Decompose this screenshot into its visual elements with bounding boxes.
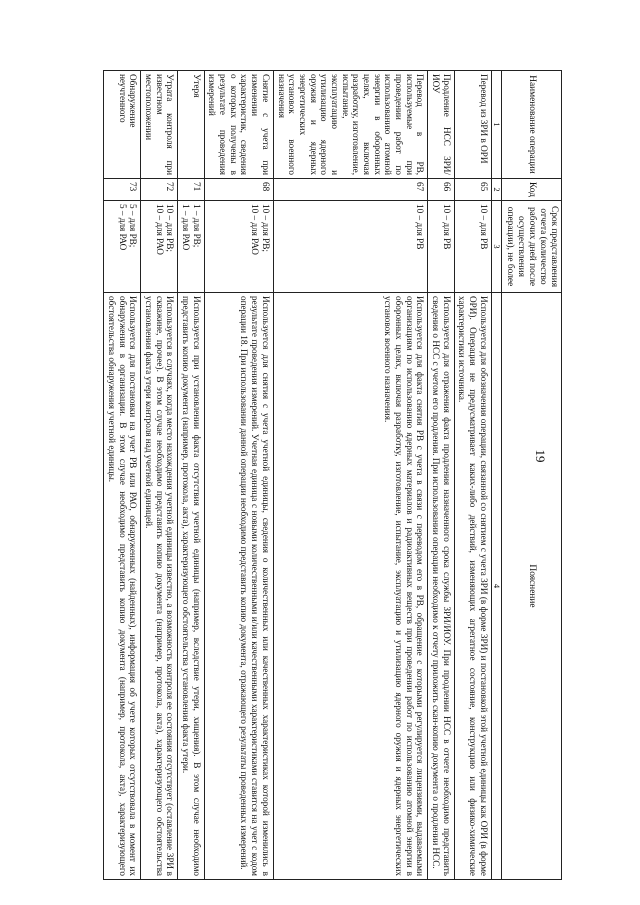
operation-explanation: Используется в случаях, когда место нахождения учетной единицы известно, а возможность контроля ее состояния отсутствует (оставление ЗРИ в скважине, прочее). В этом случае необходимо представить копию документа (например, протокола, акта), характеризующего обстоятельства установления факта утери контроля над учетной единицей. bbox=[141, 293, 178, 880]
report-deadline: 10 – для РВ bbox=[273, 201, 427, 293]
rotated-sheet bbox=[72, 70, 562, 880]
report-deadline: 10 – для РВ bbox=[454, 201, 491, 293]
header-code: Код bbox=[502, 179, 562, 201]
operation-explanation: Используется для факта снятия РВ с учета в связи с переводом его в РВ, обращение с которыми регулируется лицензиями, выдаваемыми организациям по использованию ядерных материалов и радиоактивных веществ при проведении работ по использованию атомной энергии в оборонных целях, включая разработку, изготовление, испытание, эксплуатацию и утилизацию ядерного оружия и ядерных энергетических установок военного назначения. bbox=[273, 293, 427, 880]
report-deadline: 10 – для РВ bbox=[428, 201, 454, 293]
column-number: 2 bbox=[491, 179, 502, 201]
operation-code: 67 bbox=[273, 179, 427, 201]
operation-explanation: Используется для постановки на учет РВ или РАО, обнаруженных (найденных), информация об учете которых отсутствовала в момент их обнаружения в организации. В этом случае необходимо представить копию документа (например, протокола, акта), характеризующего обстоятельства обнаружения учетной единицы. bbox=[104, 293, 141, 880]
column-number: 1 bbox=[491, 71, 502, 179]
table-row bbox=[428, 71, 454, 880]
table-row bbox=[104, 71, 141, 880]
operation-name: Перевод из ЗРИ в ОРИ bbox=[454, 71, 491, 179]
report-deadline: 10 – для РВ; 10 – для РАО bbox=[141, 201, 178, 293]
table-row bbox=[454, 71, 491, 880]
operation-code: 73 bbox=[104, 179, 141, 201]
header-deadline: Срок представления отчета (количество рабочих дней после осуществления операции), не более bbox=[502, 201, 562, 293]
operation-name: Утрата контроля при известном местоположении bbox=[141, 71, 178, 179]
report-deadline: 1 – для РВ; 1 – для РАО bbox=[178, 201, 204, 293]
operation-explanation: Используется для отражения факта продления назначенного срока службы ЗРИ/ИОУ. При продлении НСС в отчете необходимо представить сведения о НСС с учетом его продления. При использовании операции необходимо к отчету приложить скан-копию документа о продлении НСС. bbox=[428, 293, 454, 880]
header-row bbox=[502, 71, 562, 880]
operation-code: 65 bbox=[454, 179, 491, 201]
operation-code: 72 bbox=[141, 179, 178, 201]
operation-explanation: Используется при установлении факта отсутствия учетной единицы (например, вследствие утери, хищения). В этом случае необходимо представить копию документа (например, протокола, акта), характеризующего обстоятельства установления факта утери. bbox=[178, 293, 204, 880]
operation-name: Снятие с учета при изменении характеристик, сведения о которых получены в результате проведения измерений bbox=[204, 71, 273, 179]
operation-explanation: Используется для снятия с учета учетной единицы, сведения о количественных или качественных характеристиках которой изменились в результате проведения измерений. Учетная единица с новыми количественными и/или качественными характеристиками ставится на учет с кодом операции 18. При использовании данной операции необходимо представить копию документа, отражающего результаты проведенных измерений. bbox=[204, 293, 273, 880]
report-deadline: 10 – для РВ; 10 – для РАО bbox=[204, 201, 273, 293]
operation-code: 71 bbox=[178, 179, 204, 201]
column-number: 3 bbox=[491, 201, 502, 293]
operation-code: 66 bbox=[428, 179, 454, 201]
operation-code: 68 bbox=[204, 179, 273, 201]
column-number: 4 bbox=[491, 293, 502, 880]
operation-name: Перевод в РВ, используемые при проведении работ по использованию атомной энергии в оборонных целях, включая разработку, изготовление, испытание, эксплуатацию и утилизацию ядерного оружия и ядерных энергетических установок военного назначения bbox=[273, 71, 427, 179]
operation-explanation: Используется для обозначения операции, связанной со снятием с учета ЗРИ (в форме ЗРИ) и постановкой этой учетной единицы как ОРИ (в форме ОРИ). Операция не предусматривает каких-либо действий, изменяющих агрегатное состояние, конструкцию или физико-химические характеристики источника. bbox=[454, 293, 491, 880]
report-deadline: 5 – для РВ; 5 – для РАО bbox=[104, 201, 141, 293]
operation-name: Обнаружение неучтенного bbox=[104, 71, 141, 179]
operation-name: Продление НСС ЗРИ/ИОУ bbox=[428, 71, 454, 179]
column-number-row bbox=[491, 71, 502, 880]
page-number: 19 bbox=[533, 449, 548, 463]
table-row bbox=[273, 71, 427, 880]
table-row bbox=[204, 71, 273, 880]
header-name: Наименование операции bbox=[502, 71, 562, 179]
operation-name: Утеря bbox=[178, 71, 204, 179]
table-row bbox=[178, 71, 204, 880]
operations-table bbox=[103, 70, 562, 880]
header-explanation: Пояснение bbox=[502, 293, 562, 880]
table-row bbox=[141, 71, 178, 880]
